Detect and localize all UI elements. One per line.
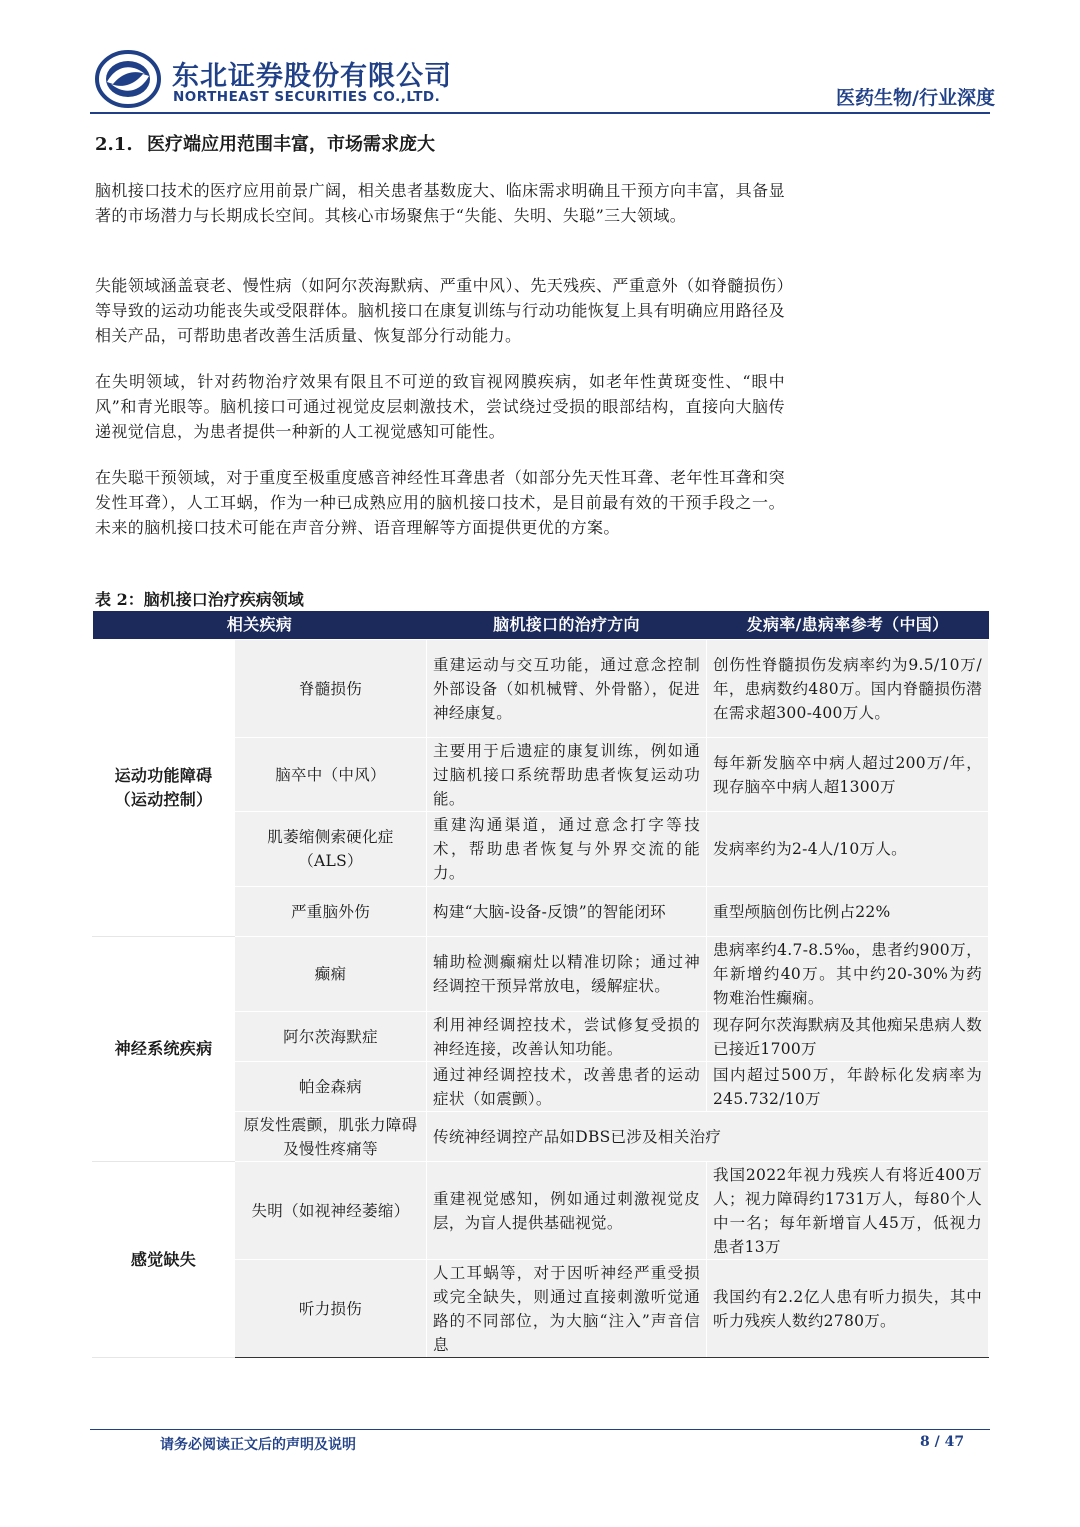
incidence-cell: 我国约有2.2亿人患有听力损失，其中听力残疾人数约2780万。 bbox=[707, 1260, 989, 1358]
disease-cell: 肌萎缩侧索硬化症（ALS） bbox=[235, 812, 427, 887]
table-header-row bbox=[93, 611, 989, 640]
paragraph-disability: 失能领域涵盖衰老、慢性病（如阿尔茨海默病、严重中风）、先天残疾、严重意外（如脊髓损伤）等导致的运动功能丧失或受限群体。脑机接口在康复训练与行动功能恢复上具有明确应用路径及相关产品，可帮助患者改善生活质量、恢复部分行动能力。 bbox=[95, 276, 785, 345]
category-cell: 运动功能障碍（运动控制） bbox=[93, 640, 235, 937]
company-logo bbox=[95, 50, 161, 108]
footer-divider bbox=[90, 1429, 990, 1430]
direction-cell: 重建运动与交互功能，通过意念控制外部设备（如机械臂、外骨骼），促进神经康复。 bbox=[427, 640, 707, 738]
page-number: 8 / 47 bbox=[920, 1434, 965, 1450]
incidence-cell: 现存阿尔茨海默病及其他痴呆患病人数已接近1700万 bbox=[707, 1012, 989, 1062]
paragraph-intro: 脑机接口技术的医疗应用前景广阔，相关患者基数庞大、临床需求明确且干预方向丰富，具备显著的市场潜力与长期成长空间。其核心市场聚焦于“失能、失明、失聪”三大领域。 bbox=[95, 181, 785, 225]
table-row bbox=[93, 937, 989, 1012]
footer-disclaimer: 请务必阅读正文后的声明及说明 bbox=[160, 1437, 356, 1453]
direction-cell: 构建“大脑-设备-反馈”的智能闭环 bbox=[427, 887, 707, 937]
incidence-cell: 每年新发脑卒中病人超过200万/年，现存脑卒中病人超1300万 bbox=[707, 738, 989, 812]
header-direction: 脑机接口的治疗方向 bbox=[427, 611, 707, 640]
paragraph-deafness: 在失聪干预领域，对于重度至极重度感音神经性耳聋患者（如部分先天性耳聋、老年性耳聋和突发性耳聋），人工耳蜗，作为一种已成熟应用的脑机接口技术，是目前最有效的干预手段之一。未来的脑机接口技术可能在声音分辨、语音理解等方面提供更优的方案。 bbox=[95, 468, 785, 537]
table-row bbox=[93, 1162, 989, 1260]
section-title: 医疗端应用范围丰富，市场需求庞大 bbox=[147, 134, 435, 155]
direction-cell: 通过神经调控技术，改善患者的运动症状（如震颤）。 bbox=[427, 1062, 707, 1112]
incidence-cell: 重型颅脑创伤比例占22% bbox=[707, 887, 989, 937]
direction-cell: 人工耳蜗等，对于因听神经严重受损或完全缺失，则通过直接刺激听觉通路的不同部位，为大脑“注入”声音信息 bbox=[427, 1260, 707, 1358]
disease-cell: 原发性震颤，肌张力障碍及慢性疼痛等 bbox=[235, 1112, 427, 1162]
disease-cell: 失明（如视神经萎缩） bbox=[235, 1162, 427, 1260]
section-heading bbox=[95, 130, 435, 156]
section-number: 2.1. bbox=[95, 134, 133, 155]
disease-cell: 脊髓损伤 bbox=[235, 640, 427, 738]
direction-cell: 利用神经调控技术，尝试修复受损的神经连接，改善认知功能。 bbox=[427, 1012, 707, 1062]
category-cell: 感觉缺失 bbox=[93, 1162, 235, 1358]
incidence-cell: 我国2022年视力残疾人有将近400万人；视力障碍约1731万人，每80个人中一名；每年新增盲人45万，低视力患者13万 bbox=[707, 1162, 989, 1260]
report-category: 医药生物/行业深度 bbox=[836, 87, 995, 109]
direction-cell: 传统神经调控产品如DBS已涉及相关治疗 bbox=[427, 1112, 989, 1162]
disease-cell: 听力损伤 bbox=[235, 1260, 427, 1358]
direction-cell: 重建视觉感知，例如通过刺激视觉皮层，为盲人提供基础视觉。 bbox=[427, 1162, 707, 1260]
disease-cell: 癫痫 bbox=[235, 937, 427, 1012]
incidence-cell: 发病率约为2-4人/10万人。 bbox=[707, 812, 989, 887]
incidence-cell: 国内超过500万，年龄标化发病率为245.732/10万 bbox=[707, 1062, 989, 1112]
direction-cell: 重建沟通渠道，通过意念打字等技术，帮助患者恢复与外界交流的能力。 bbox=[427, 812, 707, 887]
incidence-cell: 患病率约4.7-8.5‰，患者约900万，年新增约40万。其中约20-30%为药物难治性癫痫。 bbox=[707, 937, 989, 1012]
direction-cell: 主要用于后遗症的康复训练，例如通过脑机接口系统帮助患者恢复运动功能。 bbox=[427, 738, 707, 812]
company-name-cn: 东北证券股份有限公司 bbox=[172, 61, 452, 92]
disease-cell: 严重脑外伤 bbox=[235, 887, 427, 937]
incidence-cell: 创伤性脊髓损伤发病率约为9.5/10万/年，患病数约480万。国内脊髓损伤潜在需求超300-400万人。 bbox=[707, 640, 989, 738]
table-caption: 表 2：脑机接口治疗疾病领域 bbox=[95, 590, 304, 609]
disease-cell: 帕金森病 bbox=[235, 1062, 427, 1112]
disease-cell: 脑卒中（中风） bbox=[235, 738, 427, 812]
disease-cell: 阿尔茨海默症 bbox=[235, 1012, 427, 1062]
category-cell: 神经系统疾病 bbox=[93, 937, 235, 1162]
header-disease: 相关疾病 bbox=[93, 611, 427, 640]
disease-table bbox=[92, 611, 989, 1358]
company-name-en: NORTHEAST SECURITIES CO.,LTD. bbox=[173, 89, 441, 105]
direction-cell: 辅助检测癫痫灶以精准切除；通过神经调控干预异常放电，缓解症状。 bbox=[427, 937, 707, 1012]
paragraph-blindness: 在失明领域，针对药物治疗效果有限且不可逆的致盲视网膜疾病，如老年性黄斑变性、“眼中风”和青光眼等。脑机接口可通过视觉皮层刺激技术，尝试绕过受损的眼部结构，直接向大脑传递视觉信息，为患者提供一种新的人工视觉感知可能性。 bbox=[95, 372, 785, 441]
table-row bbox=[93, 640, 989, 738]
header-divider bbox=[90, 112, 990, 114]
header-incidence: 发病率/患病率参考（中国） bbox=[707, 611, 989, 640]
